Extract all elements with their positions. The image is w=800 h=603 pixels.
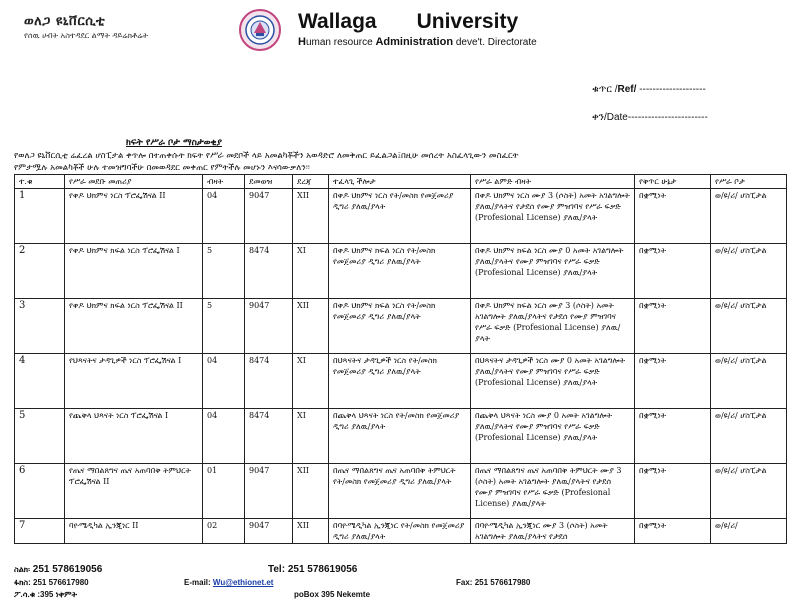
position-title: የጨቅላ ህጻናት ነርስ ፕሮፌሽናል I — [65, 409, 203, 464]
salary: 9047 — [245, 299, 293, 354]
required-skill: በህጻናትና ታዳጊዎች ነርስ የት/መስክ የመጀመሪያ ዲግሪ ያለዉ/ያላት — [329, 354, 471, 409]
work-place: ወ/ዩ/ሪ/ ሆስፒታል — [711, 244, 787, 299]
position-title: የቀዶ ህክምና ክፍል ነርስ ፕሮፌሽናል II — [65, 299, 203, 354]
position-title: የጤና ማበልጸግና ጤና አጠባበቅ ትምህርት ፕሮፌሽናል II — [65, 464, 203, 519]
footer-tel — [268, 564, 357, 575]
date-line — [592, 112, 708, 123]
email-link[interactable]: Wu@ethionet.et — [212, 578, 274, 587]
tel-label: Tel: — [268, 564, 286, 575]
footer-pobox: poBox 395 Nekemte — [294, 590, 371, 599]
notice-title: ክፍት የሥራ ቦታ ማስታወቂያ — [126, 138, 222, 148]
work-place: ወ/ዩ/ሪ/ — [711, 519, 787, 544]
row-number: 2 — [15, 244, 65, 299]
position-count: 04 — [203, 354, 245, 409]
reference-label: Ref/ — [617, 84, 637, 95]
salary: 8474 — [245, 409, 293, 464]
phone-label-am: ስልክ፡ — [14, 565, 30, 574]
table-row — [15, 299, 787, 354]
grade: XI — [293, 354, 329, 409]
intro-line-1: የወለጋ ዩኒቨርሲቲ ሬፈረል ሆስፒታል ቀጥሎ በተጠቀሱት ክፍት የሥራ መደቦች ላይ አመልካቾችን አወዳድሮ ለመቅጠር ይፈልጋል፤በዚሁ መሰረት አስፈላጊውን መስፈርት — [14, 151, 519, 161]
position-title: የህጻናትና ታዳጊዎች ነርስ ፕሮፌሽናል I — [65, 354, 203, 409]
fax-label: Fax: — [456, 578, 473, 587]
date-label: ቀን/Date — [592, 112, 628, 123]
notice-intro — [14, 150, 786, 174]
salary: 9047 — [245, 519, 293, 544]
salary: 9047 — [245, 189, 293, 244]
grade: XII — [293, 464, 329, 519]
position-title: የቀዶ ህክምና ክፍል ነርስ ፕሮፌሽናል I — [65, 244, 203, 299]
vacancy-table — [14, 174, 787, 544]
row-number: 7 — [15, 519, 65, 544]
footer-fax — [456, 578, 530, 587]
position-count: 04 — [203, 409, 245, 464]
employment-type: በቋሚነት — [635, 299, 711, 354]
work-experience: በቀዶ ህክምና ነርስ ሙያ 3 (ሶስት) አመት አገልግሎት ያለዉ/ያላትና የታደሰ የሙያ ምዝገባና የሥራ ፍቃድ (Profesional License) ያለዉ/ያላት — [471, 189, 635, 244]
fax-number: 251 576617980 — [474, 578, 531, 587]
position-count: 02 — [203, 519, 245, 544]
required-skill: በባዮሜዲካል ኢንጂነር የት/መስክ የመጀመሪያ ዲግሪ ያለዉ/ያላት — [329, 519, 471, 544]
grade: XII — [293, 299, 329, 354]
department-text-1: uman resource — [305, 37, 376, 48]
header-cell: የሥራ ቦታ — [711, 175, 787, 189]
work-experience: በባዮሜዲካል ኢንጂነር ሙያ 3 (ሶስት) አመት አገልግሎት ያለዉ/ያላትና የታደሰ — [471, 519, 635, 544]
table-row — [15, 464, 787, 519]
header-cell: ብዛት — [203, 175, 245, 189]
row-number: 5 — [15, 409, 65, 464]
required-skill: በቀዶ ህክምና ነርስ የት/መስክ የመጀመሪያ ዲግሪ ያለዉ/ያላት — [329, 189, 471, 244]
footer-phone-am — [14, 564, 102, 575]
department-name — [298, 36, 778, 48]
amharic-university-name: ወለጋ ዩኒቨርሲቲ — [24, 14, 106, 29]
university-logo — [238, 8, 282, 52]
position-count: 04 — [203, 189, 245, 244]
header-cell: ደረጃ — [293, 175, 329, 189]
employment-type: በቋሚነት — [635, 244, 711, 299]
table-row — [15, 409, 787, 464]
work-place: ወ/ዩ/ሪ/ ሆስፒታል — [711, 189, 787, 244]
table-header-row — [15, 175, 787, 189]
work-experience: በጤና ማበልጸግና ጤና አጠባበቅ ትምህርት ሙያ 3 (ሶስት) አመት አገልግሎት ያለዉ/ያላትና የታደሰ የሙያ ምዝገባና የሥራ ፍቃድ (Profesional License) ያለዉ/ያላት — [471, 464, 635, 519]
work-experience: በቀዶ ህክምና ክፍል ነርስ ሙያ 3 (ሶስት) አመት አገልግሎት ያለዉ/ያላትና የታደሰ የሙያ ምዝገባና የሥራ ፍቃድ (Profesional License) ያለዉ/ያላት — [471, 299, 635, 354]
work-experience: በህጻናትና ታዳጊዎች ነርስ ሙያ 0 አመት አገልግሎት ያለዉ/ያላትና የሙያ ምዝገባና የሥራ ፍቃድ (Profesional License) ያለዉ/ያላት — [471, 354, 635, 409]
employment-type: በቋሚነት — [635, 464, 711, 519]
work-place: ወ/ዩ/ሪ/ ሆስፒታል — [711, 299, 787, 354]
required-skill: በቀዶ ህክምና ክፍል ነርስ የት/መስክ የመጀመሪያ ዲግሪ ያለዉ/ያላት — [329, 244, 471, 299]
university-word-2: University — [416, 10, 519, 33]
grade: XII — [293, 189, 329, 244]
table-row — [15, 244, 787, 299]
employment-type: በቋሚነት — [635, 519, 711, 544]
intro-line-2: የምታሟሉ አመልካቾች ሁሉ ተመዝግባችሁ በመወዳደር መቀጠር የምትችሉ መሆኑን እናሳውቃለን፡፡ — [14, 163, 310, 173]
salary: 9047 — [245, 464, 293, 519]
table-row — [15, 189, 787, 244]
table-row — [15, 519, 787, 544]
header-cell: ደመወዝ — [245, 175, 293, 189]
reference-prefix: ቁጥር / — [592, 84, 618, 95]
work-experience: በቀዶ ህክምና ክፍል ነርስ ሙያ 0 አመት አገልግሎት ያለዉ/ያላትና የሙያ ምዝገባና የሥራ ፍቃድ (Profesional License) ያለዉ/ያላት — [471, 244, 635, 299]
position-count: 5 — [203, 244, 245, 299]
header-cell: የሥራ ልምድ ብዛት — [471, 175, 635, 189]
grade: XII — [293, 519, 329, 544]
email-label: E-mail: — [184, 578, 211, 587]
employment-type: በቋሚነት — [635, 189, 711, 244]
footer-pobox-am: ፖ.ሳ.ቁ :395 ነቀምት — [14, 590, 78, 599]
grade: XI — [293, 409, 329, 464]
reference-dashes: -------------------- — [636, 84, 706, 95]
required-skill: በጤና ማበልጸግና ጤና አጠባበቅ ትምህርት የት/መስክ የመጀመሪያ ዲግሪ ያለዉ/ያላት — [329, 464, 471, 519]
university-word-1: Wallaga — [298, 10, 377, 33]
required-skill: በቀዶ ህክምና ክፍል ነርስ የት/መስክ የመጀመሪያ ዲግሪ ያለዉ/ያላት — [329, 299, 471, 354]
phone-number-am: 251 578619056 — [32, 564, 103, 575]
header-cell: ተፈላጊ ችሎታ — [329, 175, 471, 189]
header-cell: የሥራ መደቡ መጠሪያ — [65, 175, 203, 189]
work-place: ወ/ዩ/ሪ/ ሆስፒታል — [711, 409, 787, 464]
position-count: 5 — [203, 299, 245, 354]
work-place: ወ/ዩ/ሪ/ ሆስፒታል — [711, 354, 787, 409]
university-name — [298, 10, 778, 34]
header-cell: ተ.ቁ — [15, 175, 65, 189]
salary: 8474 — [245, 244, 293, 299]
department-text-2: deve't. Directorate — [453, 37, 537, 48]
work-place: ወ/ዩ/ሪ/ ሆስፒታል — [711, 464, 787, 519]
footer-fax-am: ፋክስ: 251 576617980 — [14, 578, 89, 587]
amharic-header — [24, 14, 244, 41]
department-admin: Administration — [375, 36, 454, 48]
date-dashes: ------------------------ — [627, 112, 708, 123]
employment-type: በቋሚነት — [635, 354, 711, 409]
reference-line — [592, 84, 706, 95]
row-number: 6 — [15, 464, 65, 519]
position-title: ባዮሜዲካል ኢንጂነር II — [65, 519, 203, 544]
table-row — [15, 354, 787, 409]
salary: 8474 — [245, 354, 293, 409]
required-skill: በጨቅላ ህጻናት ነርስ የት/መስክ የመጀመሪያ ዲግሪ ያለዉ/ያላት — [329, 409, 471, 464]
grade: XI — [293, 244, 329, 299]
amharic-department-name: የሰዉ ሀብት አስተዳደር ልማት ዳይሬክቶሬት — [24, 31, 149, 40]
header-cell: የቅጥር ሁኔታ — [635, 175, 711, 189]
position-title: የቀዶ ህክምና ነርስ ፕሮፌሽናል II — [65, 189, 203, 244]
english-header — [298, 10, 778, 48]
work-experience: በጨቅላ ህጻናት ነርስ ሙያ 0 አመት አገልግሎት ያለዉ/ያላትና የሙያ ምዝገባና የሥራ ፍቃድ (Profesional License) ያለዉ/ያላት — [471, 409, 635, 464]
tel-number: 251 578619056 — [287, 564, 358, 575]
department-initial: H — [298, 36, 306, 48]
row-number: 4 — [15, 354, 65, 409]
footer-email — [184, 578, 273, 587]
position-count: 01 — [203, 464, 245, 519]
employment-type: በቋሚነት — [635, 409, 711, 464]
row-number: 3 — [15, 299, 65, 354]
row-number: 1 — [15, 189, 65, 244]
